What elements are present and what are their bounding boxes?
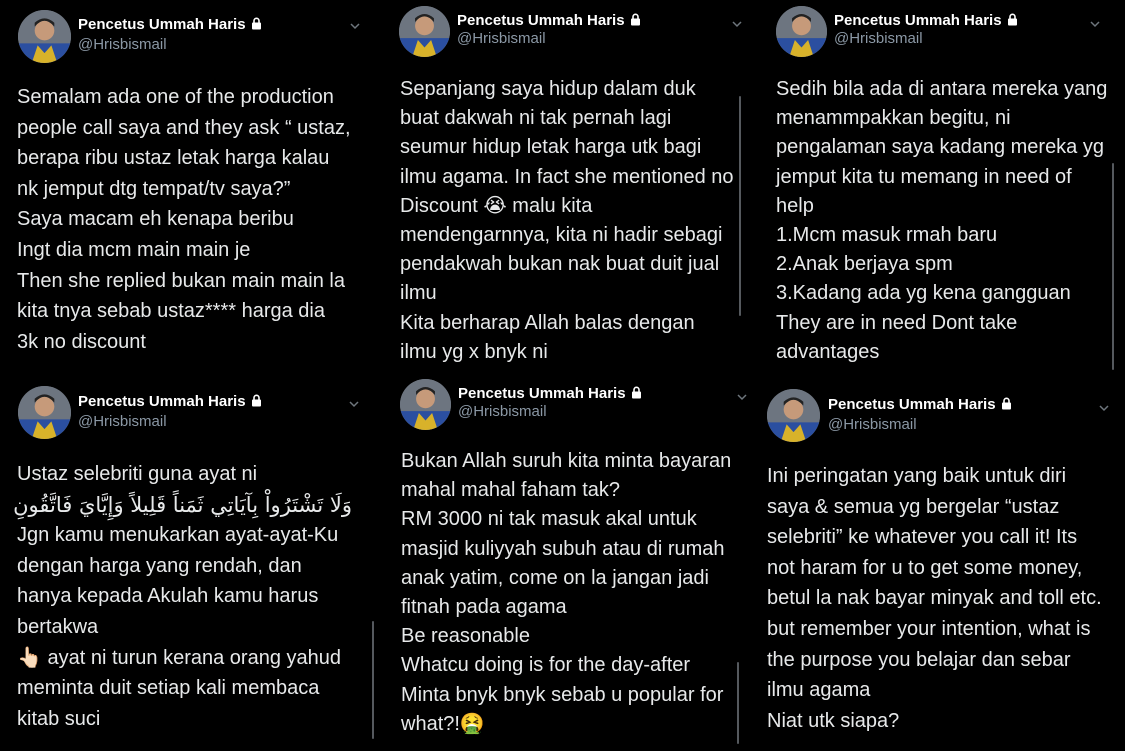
chevron-down-icon[interactable]	[1087, 16, 1103, 32]
tweet-line: Ustaz selebriti guna ayat ni	[17, 463, 258, 485]
display-name[interactable]	[78, 16, 262, 33]
display-name-text: Pencetus Ummah Haris	[78, 393, 246, 410]
lock-icon	[1007, 13, 1018, 26]
tweet-line: mahal mahal faham tak?	[401, 479, 621, 502]
tweet-line: selebriti” ke whatever you call it! Its	[767, 526, 1078, 549]
tweet-line: meminta duit setiap kali membaca	[17, 677, 320, 700]
avatar[interactable]	[18, 386, 71, 439]
handle[interactable]: @Hrisbismail	[828, 416, 917, 433]
lock-icon	[631, 386, 642, 399]
tweet-6	[755, 375, 1125, 751]
tweet-line: Niat utk siapa?	[767, 709, 900, 732]
tweet-line: the purpose you belajar dan sebar	[767, 648, 1071, 671]
tweet-line: advantages	[776, 340, 880, 363]
chevron-down-icon[interactable]	[729, 16, 745, 32]
tweet-line: nk jemput dtg tempat/tv saya?”	[17, 177, 291, 200]
lock-icon	[1001, 397, 1012, 410]
tweet-line: menammpakkan begitu, ni	[776, 107, 1011, 130]
tweet-line: 3.Kadang ada yg kena gangguan	[776, 282, 1071, 305]
tweet-3	[755, 0, 1125, 372]
handle[interactable]: @Hrisbismail	[458, 403, 547, 420]
tweet-line: mendengarnnya, kita ni hadir sebagi	[400, 223, 723, 246]
tweet-line: dengan harga yang rendah, dan	[17, 554, 302, 577]
display-name[interactable]	[828, 396, 1012, 413]
tweet-line: Sedih bila ada di antara mereka yang	[776, 78, 1108, 100]
tweet-line: Minta bnyk bnyk sebab u popular for	[401, 683, 724, 706]
handle[interactable]: @Hrisbismail	[78, 413, 167, 430]
scrollbar[interactable]	[372, 621, 374, 739]
handle[interactable]: @Hrisbismail	[834, 30, 923, 47]
tweet-text	[17, 82, 351, 357]
tweet-text	[400, 75, 734, 367]
tweet-line: buat dakwah ni tak pernah lagi	[400, 107, 672, 130]
tweet-line: people call saya and they ask “ ustaz,	[17, 116, 351, 139]
tweet-5	[378, 375, 750, 751]
display-name[interactable]	[458, 385, 642, 402]
scrollbar[interactable]	[737, 662, 739, 744]
tweet-line: Ini peringatan yang baik untuk diri	[767, 465, 1067, 487]
tweet-line: fitnah pada agama	[401, 595, 567, 618]
arabic-verse: وَلَا تَشْتَرُواْ بِآيَاتِي ثَمَناً قَلِيلاً وَإِيَّايَ فَاتَّقُونِ	[13, 492, 352, 517]
tweet-header	[18, 10, 368, 70]
tweet-line: kitab suci	[17, 707, 101, 730]
display-name-text: Pencetus Ummah Haris	[78, 16, 246, 33]
tweet-line: They are in need Dont take	[776, 311, 1018, 334]
tweet-line: kita tnya sebab ustaz**** harga dia	[17, 300, 325, 323]
tweet-line: ilmu yg x bnyk ni	[400, 340, 548, 363]
lock-icon	[251, 17, 262, 30]
tweet-line: Ingt dia mcm main main je	[17, 238, 251, 261]
tweet-header	[776, 6, 1121, 66]
tweet-header	[400, 379, 750, 439]
avatar[interactable]	[400, 379, 451, 430]
display-name[interactable]	[78, 393, 262, 410]
tweet-line: pengalaman saya kadang mereka yg	[776, 136, 1104, 159]
display-name[interactable]	[457, 12, 641, 29]
chevron-down-icon[interactable]	[734, 389, 750, 405]
display-name[interactable]	[834, 12, 1018, 29]
tweet-2	[378, 0, 750, 372]
display-name-text: Pencetus Ummah Haris	[828, 396, 996, 413]
display-name-text: Pencetus Ummah Haris	[457, 12, 625, 29]
lock-icon	[630, 13, 641, 26]
tweet-line: ilmu agama. In fact she mentioned no	[400, 165, 734, 188]
avatar[interactable]	[18, 10, 71, 63]
tweet-line: 3k no discount	[17, 330, 146, 353]
tweet-line: hanya kepada Akulah kamu harus	[17, 585, 319, 608]
tweet-line: bertakwa	[17, 615, 99, 638]
tweet-line: betul la nak bayar minyak and toll etc.	[767, 587, 1102, 610]
display-name-text: Pencetus Ummah Haris	[834, 12, 1002, 29]
tweet-line: masjid kuliyyah subuh atau di rumah	[401, 537, 725, 560]
tweet-line: not haram for u to get some money,	[767, 556, 1083, 579]
tweet-line: Kita berharap Allah balas dengan	[400, 311, 695, 334]
tweet-line: what?!🤮	[401, 712, 485, 735]
tweet-line: Jgn kamu menukarkan ayat-ayat-Ku	[17, 524, 339, 547]
avatar[interactable]	[776, 6, 827, 57]
tweet-line: RM 3000 ni tak masuk akal untuk	[401, 508, 697, 531]
tweet-line: ilmu	[400, 282, 437, 305]
tweet-1	[0, 0, 372, 370]
tweet-line: jemput kita tu memang in need of	[776, 165, 1072, 188]
tweet-line: saya & semua yg bergelar “ustaz	[767, 495, 1060, 518]
avatar[interactable]	[399, 6, 450, 57]
handle[interactable]: @Hrisbismail	[78, 36, 167, 53]
tweet-header	[399, 6, 749, 66]
tweet-line: Saya macam eh kenapa beribu	[17, 208, 294, 231]
tweet-line: Then she replied bukan main main la	[17, 269, 345, 292]
chevron-down-icon[interactable]	[347, 18, 363, 34]
lock-icon	[251, 394, 262, 407]
tweet-text	[767, 461, 1102, 736]
scrollbar[interactable]	[739, 96, 741, 316]
tweet-header	[767, 389, 1117, 449]
tweet-line: help	[776, 194, 814, 217]
tweet-line: anak yatim, come on la jangan jadi	[401, 566, 709, 589]
chevron-down-icon[interactable]	[346, 396, 362, 412]
tweet-line: Be reasonable	[401, 625, 530, 648]
tweet-line: pendakwah bukan nak buat duit jual	[400, 253, 720, 276]
tweet-line: berapa ribu ustaz letak harga kalau	[17, 147, 330, 170]
display-name-text: Pencetus Ummah Haris	[458, 385, 626, 402]
tweet-text	[401, 447, 731, 739]
tweet-line: 👆🏻 ayat ni turun kerana orang yahud	[17, 646, 341, 669]
tweet-line: ilmu agama	[767, 679, 871, 702]
tweet-line: Semalam ada one of the production	[17, 86, 334, 108]
scrollbar[interactable]	[1112, 163, 1114, 370]
tweet-4	[0, 375, 372, 751]
tweet-text	[13, 459, 352, 734]
tweet-text	[776, 75, 1107, 367]
tweet-line: Bukan Allah suruh kita minta bayaran	[401, 450, 732, 472]
tweet-line: Whatcu doing is for the day-after	[401, 654, 691, 677]
avatar[interactable]	[767, 389, 820, 442]
tweet-line: seumur hidup letak harga utk bagi	[400, 136, 702, 159]
handle[interactable]: @Hrisbismail	[457, 30, 546, 47]
tweet-line: 1.Mcm masuk rmah baru	[776, 223, 998, 246]
tweet-line: Discount 😭 malu kita	[400, 194, 593, 217]
chevron-down-icon[interactable]	[1096, 400, 1112, 416]
tweet-line: 2.Anak berjaya spm	[776, 253, 953, 276]
tweet-header	[18, 386, 368, 446]
tweet-line: but remember your intention, what is	[767, 617, 1091, 640]
tweet-line: Sepanjang saya hidup dalam duk	[400, 78, 696, 100]
